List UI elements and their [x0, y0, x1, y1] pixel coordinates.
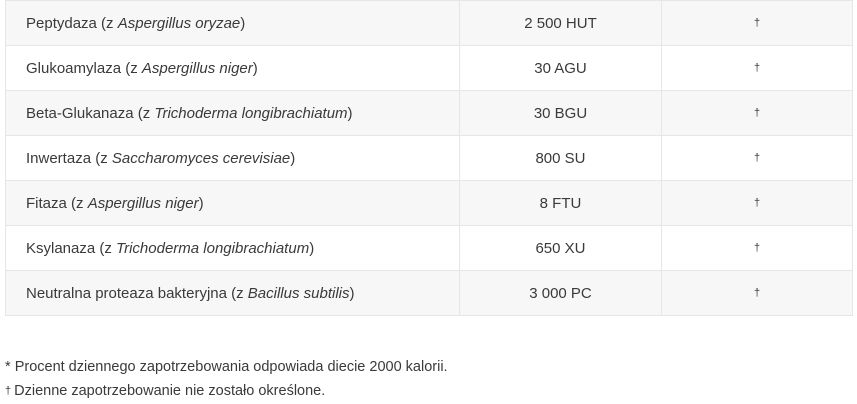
footnote-not-established	[5, 379, 448, 403]
footnotes	[5, 355, 448, 403]
ingredient-amount: 30 AGU	[460, 46, 662, 91]
daily-value: †	[662, 226, 853, 271]
table-row	[6, 46, 853, 91]
table-row	[6, 181, 853, 226]
ingredient-amount: 30 BGU	[460, 91, 662, 136]
ingredient-name: Neutralna proteaza bakteryjna (z Bacillus subtilis)	[6, 271, 460, 316]
enzyme-table	[5, 0, 853, 316]
table-row	[6, 226, 853, 271]
daily-value: †	[662, 181, 853, 226]
ingredient-amount: 800 SU	[460, 136, 662, 181]
ingredient-name: Ksylanaza (z Trichoderma longibrachiatum)	[6, 226, 460, 271]
daily-value: †	[662, 1, 853, 46]
table-row	[6, 136, 853, 181]
dagger-mark: †	[5, 385, 12, 397]
ingredient-amount: 3 000 PC	[460, 271, 662, 316]
table-row	[6, 91, 853, 136]
footnote-text: Procent dziennego zapotrzebowania odpowiada diecie 2000 kalorii.	[14, 359, 448, 375]
ingredient-amount: 8 FTU	[460, 181, 662, 226]
table-row	[6, 271, 853, 316]
ingredient-name: Glukoamylaza (z Aspergillus niger)	[6, 46, 460, 91]
ingredient-amount: 2 500 HUT	[460, 1, 662, 46]
ingredient-name: Fitaza (z Aspergillus niger)	[6, 181, 460, 226]
daily-value: †	[662, 46, 853, 91]
ingredient-name: Inwertaza (z Saccharomyces cerevisiae)	[6, 136, 460, 181]
daily-value: †	[662, 136, 853, 181]
ingredient-name: Beta-Glukanaza (z Trichoderma longibrachiatum)	[6, 91, 460, 136]
table-row	[6, 1, 853, 46]
footnote-daily-value	[5, 355, 448, 379]
ingredient-amount: 650 XU	[460, 226, 662, 271]
ingredient-name: Peptydaza (z Aspergillus oryzae)	[6, 1, 460, 46]
daily-value: †	[662, 91, 853, 136]
footnote-text: Dzienne zapotrzebowanie nie zostało określone.	[14, 383, 326, 399]
daily-value: †	[662, 271, 853, 316]
asterisk-mark: *	[5, 359, 11, 375]
